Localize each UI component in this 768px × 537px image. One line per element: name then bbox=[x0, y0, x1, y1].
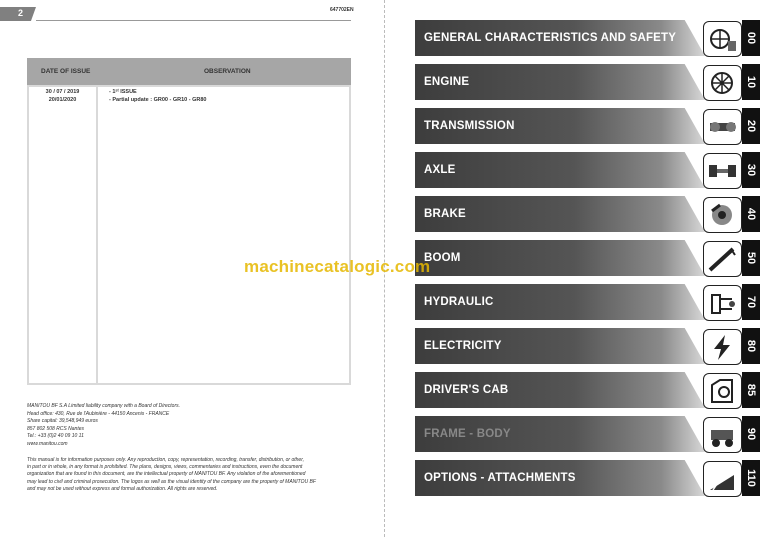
section-tab-85[interactable] bbox=[415, 372, 760, 408]
legal-line: and may not be used without express and formal authorization. All rights are reserved. bbox=[27, 485, 218, 492]
section-number: 00 bbox=[745, 31, 757, 45]
company-line: www.manitou.com bbox=[27, 440, 68, 447]
electricity-icon bbox=[703, 329, 742, 365]
section-title[interactable]: HYDRAULIC bbox=[424, 296, 494, 308]
legal-line: in part or in whole, in any format is prohibited. The plans, designs, views, commentaries and instructions, even the document bbox=[27, 464, 303, 471]
section-number: 50 bbox=[745, 251, 757, 265]
legal-line: may lead to civil and criminal prosecution. The logos as well as the visual identity of the company are the property of MANITOU BF bbox=[27, 478, 316, 485]
section-number-box bbox=[742, 20, 760, 56]
section-number-box bbox=[742, 372, 760, 408]
safety-icon bbox=[703, 21, 742, 57]
section-number: 30 bbox=[745, 163, 757, 177]
section-number-box bbox=[742, 64, 760, 100]
section-number-box bbox=[742, 416, 760, 452]
section-tab-10[interactable] bbox=[415, 64, 760, 100]
section-title[interactable]: FRAME - BODY bbox=[424, 428, 511, 440]
revision-date: 20/01/2020 bbox=[48, 97, 77, 103]
company-line: 857 802 508 RCS Nantes bbox=[27, 425, 84, 432]
transmission-icon bbox=[703, 109, 742, 145]
document-reference: 647702EN bbox=[330, 7, 354, 13]
legal-notice bbox=[27, 457, 357, 493]
section-number: 20 bbox=[745, 119, 757, 133]
section-title[interactable]: TRANSMISSION bbox=[424, 120, 515, 132]
section-number: 80 bbox=[745, 339, 757, 353]
section-title[interactable]: ELECTRICITY bbox=[424, 340, 502, 352]
section-number: 90 bbox=[745, 427, 757, 441]
section-number: 40 bbox=[745, 207, 757, 221]
section-number: 85 bbox=[745, 383, 757, 397]
company-line: Tel.: +33 (0)2 40 09 10 11 bbox=[27, 433, 84, 439]
page-number: 2 bbox=[18, 8, 24, 18]
section-tab-80[interactable] bbox=[415, 328, 760, 364]
section-bar[interactable] bbox=[415, 152, 705, 188]
section-tab-50[interactable] bbox=[415, 240, 760, 276]
revision-table bbox=[27, 58, 351, 386]
section-title[interactable]: GENERAL CHARACTERISTICS AND SAFETY bbox=[424, 32, 677, 44]
cab-icon bbox=[703, 373, 742, 409]
revision-date: 30 / 07 / 2019 bbox=[45, 89, 80, 95]
company-line: Share capital: 39,548,949 euros bbox=[27, 418, 98, 424]
header-observation: OBSERVATION bbox=[204, 68, 251, 75]
legal-line: This manual is for information purposes only. Any reproduction, copy, representation, recording, transfer, distribution, or other, bbox=[27, 457, 304, 463]
revision-observation: - Partial update : GR00 - GR10 - GR80 bbox=[109, 97, 207, 103]
attachment-icon bbox=[703, 461, 742, 497]
section-number-box bbox=[742, 284, 760, 320]
hydraulic-icon bbox=[703, 285, 742, 321]
section-tab-00[interactable] bbox=[415, 20, 760, 56]
section-tab-70[interactable] bbox=[415, 284, 760, 320]
section-title[interactable]: BOOM bbox=[424, 252, 461, 264]
section-tab-30[interactable] bbox=[415, 152, 760, 188]
brake-icon bbox=[703, 197, 742, 233]
section-number-box bbox=[742, 152, 760, 188]
legal-line: organization that are found in this document, are the intellectual property of MANITOU BF. Any violation of the aforementioned bbox=[27, 471, 306, 478]
section-number-box bbox=[742, 196, 760, 232]
engine-icon bbox=[703, 65, 742, 101]
company-line: MANITOU BF S.A Limited liability company with a Board of Directors. bbox=[27, 403, 181, 409]
section-tab-110[interactable] bbox=[415, 460, 760, 496]
section-number-box bbox=[742, 108, 760, 144]
section-title[interactable]: DRIVER'S CAB bbox=[424, 384, 509, 396]
section-number-box bbox=[742, 240, 760, 276]
section-title[interactable]: OPTIONS - ATTACHMENTS bbox=[424, 472, 576, 484]
observation-column bbox=[98, 87, 349, 383]
section-title[interactable]: BRAKE bbox=[424, 208, 466, 220]
revision-table-body bbox=[27, 85, 351, 385]
section-tab-90[interactable] bbox=[415, 416, 760, 452]
revision-table-header bbox=[27, 58, 351, 85]
axle-icon bbox=[703, 153, 742, 189]
company-info bbox=[27, 403, 357, 448]
watermark: machinecatalogic.com bbox=[244, 257, 431, 276]
frame-icon bbox=[703, 417, 742, 453]
section-number-box bbox=[742, 460, 760, 496]
section-number-box bbox=[742, 328, 760, 364]
boom-icon bbox=[703, 241, 742, 277]
revision-observation: - 1ˢᵗ ISSUE bbox=[109, 89, 137, 95]
date-column bbox=[29, 87, 96, 383]
section-number: 110 bbox=[745, 469, 757, 487]
header-rule bbox=[36, 20, 351, 21]
company-line: Head office: 430, Rue de l'Aubinière - 44150 Ancenis - FRANCE bbox=[27, 410, 170, 417]
section-title[interactable]: AXLE bbox=[424, 164, 456, 176]
header-date-of-issue: DATE OF ISSUE bbox=[41, 68, 91, 75]
section-tab-40[interactable] bbox=[415, 196, 760, 232]
section-number: 10 bbox=[745, 75, 757, 89]
section-number: 70 bbox=[745, 295, 757, 309]
section-tab-20[interactable] bbox=[415, 108, 760, 144]
section-title[interactable]: ENGINE bbox=[424, 76, 470, 88]
